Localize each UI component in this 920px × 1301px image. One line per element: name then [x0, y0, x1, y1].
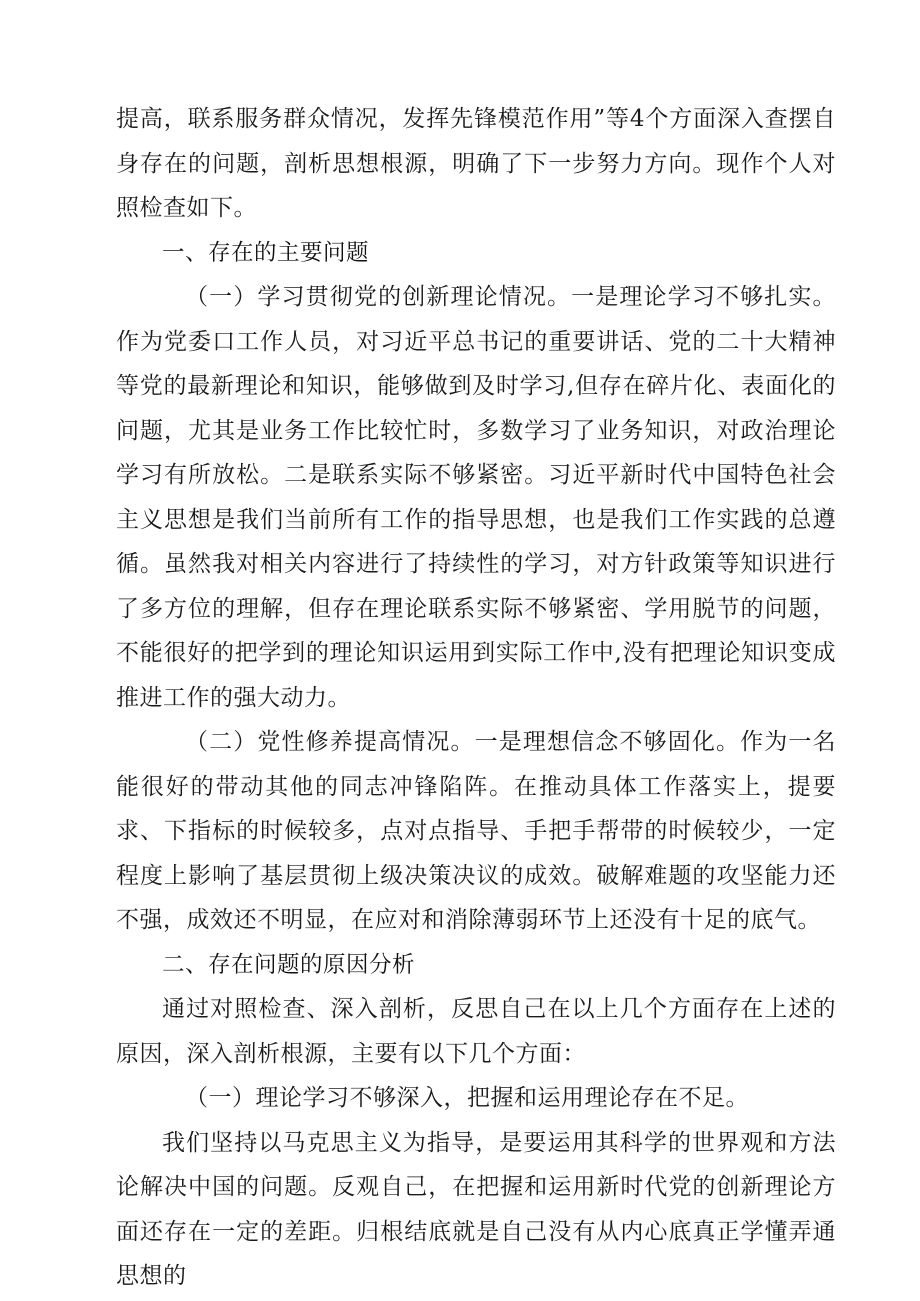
paragraph-party-spirit: （二）党性修养提高情况。一是理想信念不够固化。作为一名能很好的带动其他的同志冲锋陷阵。在推动具体工作落实上，提要求、下指标的时候较多，点对点指导、手把手帮带的时候较少，一定程度上影响了基层贯彻上级决策决议的成效。破解难题的攻坚能力还不强，成效还不明显，在应对和消除薄弱环节上还没有十足的底气。 — [116, 729, 836, 933]
paragraph-theory-study: （一）学习贯彻党的创新理论情况。一是理论学习不够扎实。作为党委口工作人员，对习近平总书记的重要讲话、党的二十大精神等党的最新理论和知识，能够做到及时学习,但存在碎片化、表面化的问题，尤其是业务工作比较忙时，多数学习了业务知识，对政治理论学习有所放松。二是联系实际不够紧密。习近平新时代中国特色社会主义思想是我们当前所有工作的指导思想，也是我们工作实践的总遵循。虽然我对相关内容进行了持续性的学习，对方针政策等知识进行了多方位的理解，但存在理论联系实际不够紧密、学用脱节的问题，不能很好的把学到的理论知识运用到实际工作中,没有把理论知识变成推进工作的强大动力。 — [116, 284, 836, 711]
paragraph-analysis-intro: 通过对照检查、深入剖析，反思自己在以上几个方面存在上述的原因，深入剖析根源，主要有以下几个方面： — [116, 996, 836, 1067]
paragraph-subheading-theory-insufficient: （一）理论学习不够深入，把握和运用理论存在不足。 — [185, 1085, 749, 1111]
document-body — [116, 97, 836, 1299]
paragraph-intro-continuation: 提高，联系服务群众情况，发挥先锋模范作用”等4个方面深入查摆自身存在的问题，剖析思想根源，明确了下一步努力方向。现作个人对照检查如下。 — [116, 106, 836, 221]
section-heading-cause-analysis: 二、存在问题的原因分析 — [162, 951, 416, 978]
paragraph-marxism-guidance: 我们坚持以马克思主义为指导，是要运用其科学的世界观和方法论解决中国的问题。反观自己，在把握和运用新时代党的创新理论方面还存在一定的差距。归根结底就是自己没有从内心底真正学懂弄通思想的 — [116, 1129, 836, 1289]
section-heading-main-problems: 一、存在的主要问题 — [162, 239, 370, 266]
